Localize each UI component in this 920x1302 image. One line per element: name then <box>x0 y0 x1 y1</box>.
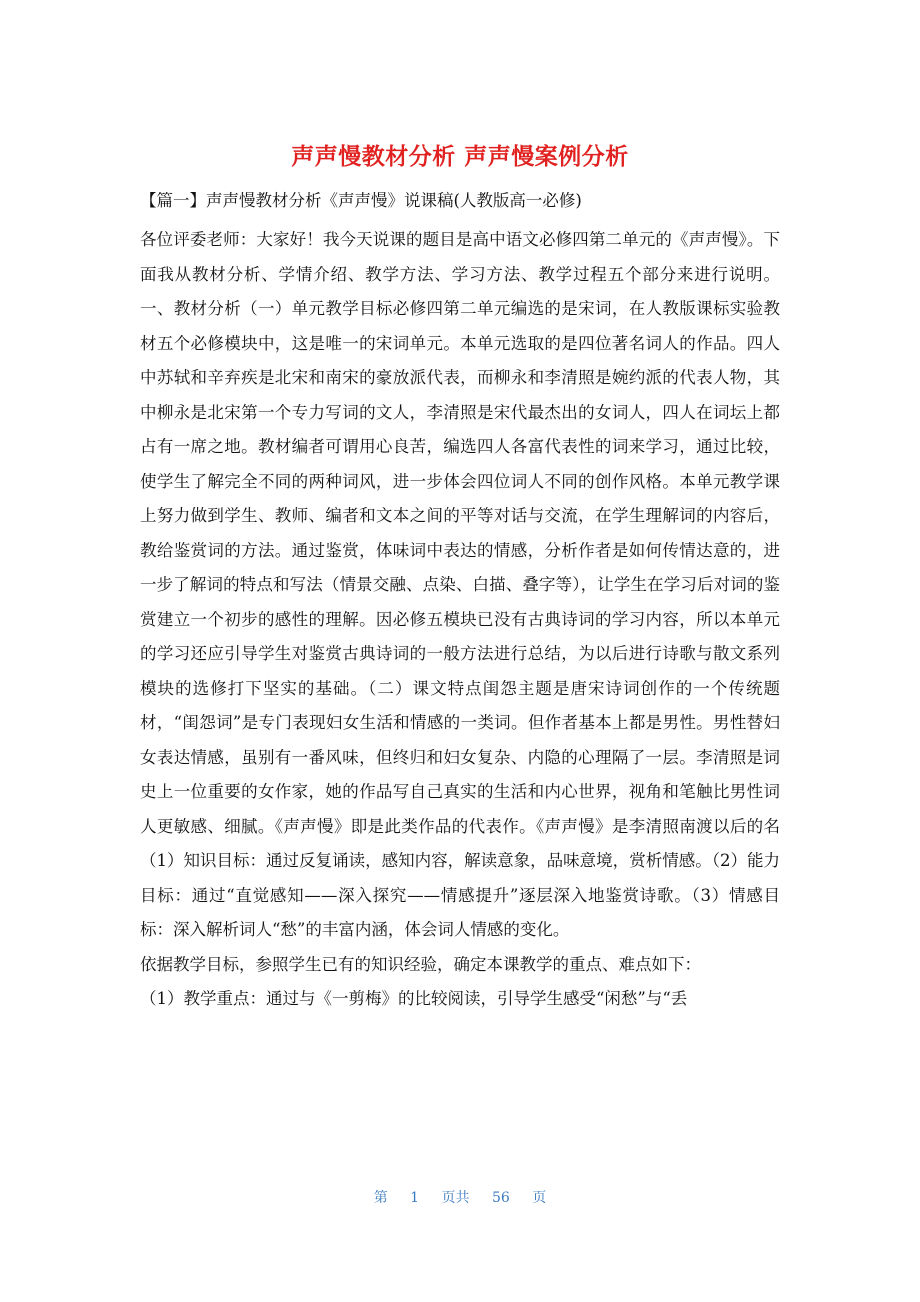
body-paragraph: 依据教学目标，参照学生已有的知识经验，确定本课教学的重点、难点如下： <box>140 954 701 974</box>
footer-total-pages: 56 <box>492 1190 510 1206</box>
footer-mid: 页共 <box>441 1190 470 1206</box>
body-paragraph: （1）教学重点：通过与《一剪梅》的比较阅读，引导学生感受“闲愁”与“丢 <box>140 989 688 1008</box>
footer-page-number: 1 <box>410 1190 420 1206</box>
document-title: 声声慢教材分析 声声慢案例分析 <box>291 144 629 170</box>
page-footer <box>0 1186 920 1210</box>
footer-prefix: 第 <box>373 1190 388 1206</box>
document-body <box>140 223 780 1017</box>
footer-suffix: 页 <box>532 1190 547 1206</box>
document-subtitle: 【篇一】声声慢教材分析《声声慢》说课稿(人教版高一必修) <box>140 191 582 210</box>
body-paragraph: 各位评委老师：大家好！我今天说课的题目是高中语文必修四第二单元的《声声慢》。下面我从教材分析、学情介绍、教学方法、学习方法、教学过程五个部分来进行说明。一、教材分析（一）单元教学目标必修四第二单元编选的是宋词，在人教版课标实验教材五个必修模块中，这是唯一的宋词单元。本单元选取的是四位著名词人的作品。四人中苏轼和辛弃疾是北宋和南宋的豪放派代表，而柳永和李清照是婉约派的代表人物，其中柳永是北宋第一个专力写词的文人，李清照是宋代最杰出的女词人，四人在词坛上都占有一席之地。教材编者可谓用心良苦，编选四人各富代表性的词来学习，通过比较，使学生了解完全不同的两种词风，进一步体会四位词人不同的创作风格。本单元教学课上努力做到学生、教师、编者和文本之间的平等对话与交流，在学生理解词的内容后，教给鉴赏词的方法。通过鉴赏，体味词中表达的情感，分析作者是如何传情达意的，进一步了解词的特点和写法（情景交融、点染、白描、叠字等），让学生在学习后对词的鉴赏建立一个初步的感性的理解。因必修五模块已没有古典诗词的学习内容，所以本单元的学习还应引导学生对鉴赏古典诗词的一般方法进行总结，为以后进行诗歌与散文系列模块的选修打下坚实的基础。（二）课文特点闺怨主题是唐宋诗词创作的一个传统题材，“闺怨词”是专门表现妇女生活和情感的一类词。但作者基本上都是男性。男性替妇女表达情感，虽别有一番风味，但终归和妇女复杂、内隐的心理隔了一层。李清照是词史上一位重要的女作家，她的作品写自己真实的生活和内心世界，视角和笔触比男性词人更敏感、细腻。《声声慢》即是此类作品的代表作。《声声慢》是李清照南渡以后的名（1）知识目标：通过反复诵读，感知内容，解读意象，品味意境，赏析情感。（2）能力目标：通过“直觉感知——深入探究——情感提升”逐层深入地鉴赏诗歌。（3）情感目标：深入解析词人“愁”的丰富内涵，体会词人情感的变化。 <box>140 230 780 939</box>
